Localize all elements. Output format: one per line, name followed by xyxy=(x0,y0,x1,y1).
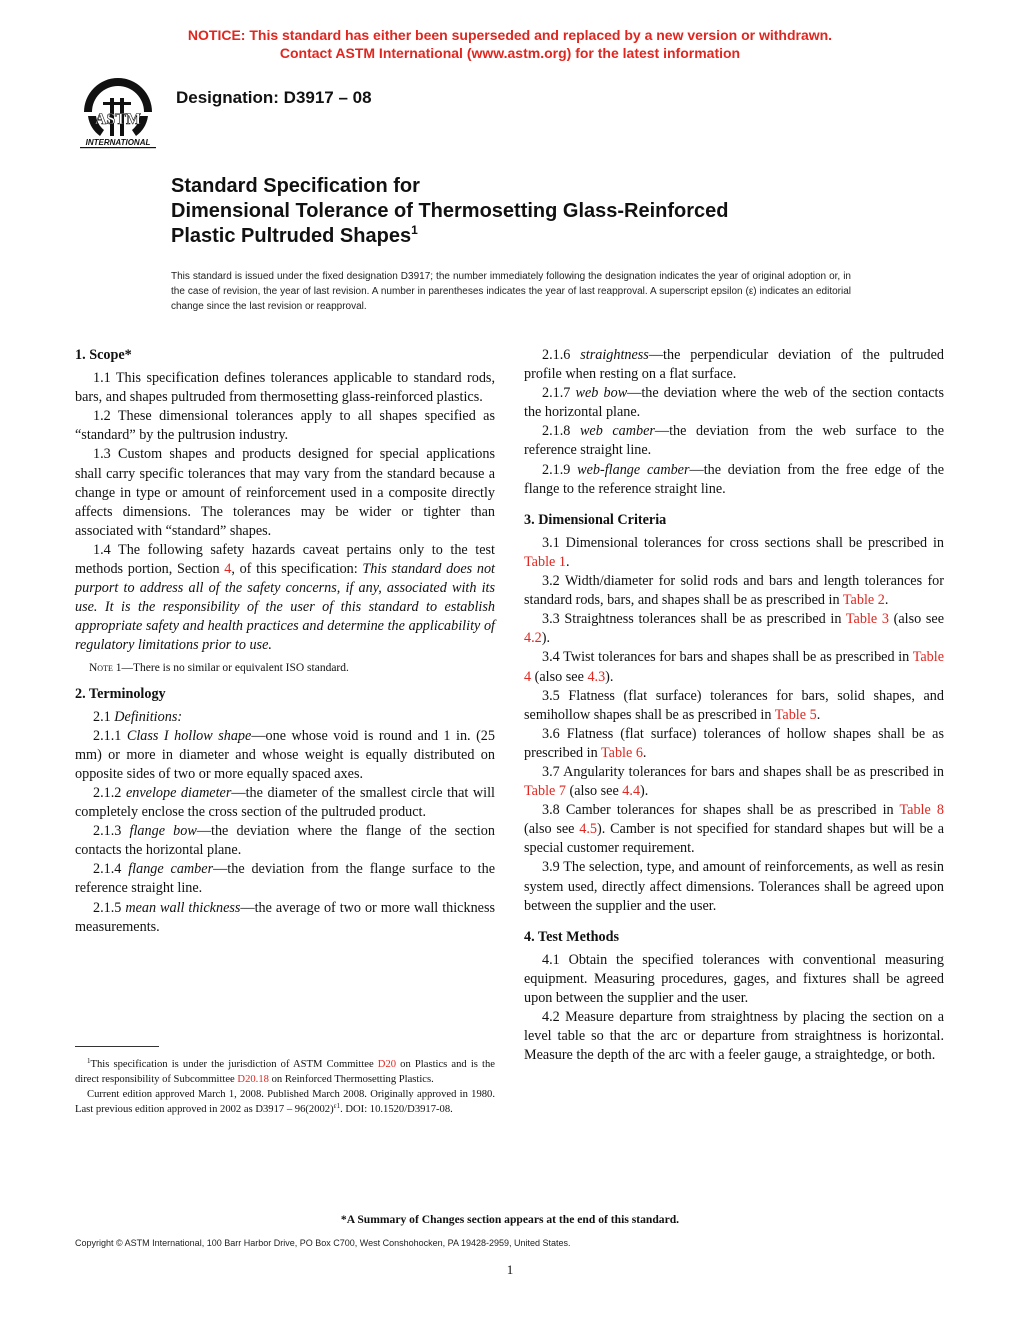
para-3-6: 3.6 Flatness (flat surface) tolerances of hollow shapes shall be as prescribed in Table 6. xyxy=(524,725,944,761)
def-2-1-1: 2.1.1 Class I hollow shape—one whose void is round and 1 in. (25 mm) or more in diameter and whose weight is equally distributed on opposite sides of two or more equally spaced axes. xyxy=(75,727,495,782)
para-3-4: 3.4 Twist tolerances for bars and shapes shall be as prescribed in Table 4 (also see 4.3). xyxy=(524,649,944,685)
criteria-heading: 3. Dimensional Criteria xyxy=(524,511,667,528)
summary-note: *A Summary of Changes section appears at the end of this standard. xyxy=(340,1213,680,1226)
section-4-2-link[interactable]: 4.2 xyxy=(524,630,542,647)
footnote-1: $^1$This specification is under the jurisdiction of ASTM Committee D20 on Plastics and is the direct responsibility of Subcommittee D20.18 on Reinforced Thermosetting Plastics. Current edition approved March 1, 2008. Published March 2008. Originally approved in 1980. Last previous edition approved in 2002 as $D3917 - 96(2002)^{\varepsilon 1}$. DOI: 10.1520/D3917-08. xyxy=(75,1057,495,1115)
para-1-3: 1.3 Custom shapes and products designed for special applications shall carry specific tolerances that may vary from the standard because a change in type or amount of reinforcement used in a composite directly affects dimensions. The tolerances may be wider or tighter than associated with “standard” shapes. xyxy=(75,446,495,539)
logo-text: ASTM xyxy=(94,111,142,128)
footnote-rule xyxy=(75,1046,159,1047)
section-4-link[interactable]: 4 xyxy=(224,561,232,578)
def-2-1-4: 2.1.4 flange camber—the deviation from the flange surface to the reference straight line. xyxy=(75,861,496,897)
para-3-9: 3.9 The selection, type, and amount of reinforcements, as well as resin system used, directly affect dimensions. Tolerances shall be agreed upon between the supplier and the user. xyxy=(524,859,944,914)
notice-line-2: Contact ASTM International (www.astm.org) for the latest information xyxy=(279,45,741,61)
para-4-2: 4.2 Measure departure from straightness by placing the section on a level table so that the arc or departure from straightness is horizontal. Measure the depth of the arc with a feeler gauge, a straightedge, or both. xyxy=(524,1009,944,1064)
para-1-2: 1.2 These dimensional tolerances apply to all shapes specified as “standard” by the pultrusion industry. xyxy=(75,408,495,444)
title-line-1: Standard Specification for xyxy=(171,175,420,197)
astm-logo xyxy=(74,72,164,150)
para-3-2: 3.2 Width/diameter for solid rods and bars and length tolerances for standard rods, bars, and shapes shall be as prescribed in Table 2. xyxy=(524,573,944,609)
section-4-4-link[interactable]: 4.4 xyxy=(622,783,641,800)
def-2-1-7: 2.1.7 web bow—the deviation where the web of the section contacts the horizontal plane. xyxy=(524,385,944,421)
table-4-link[interactable]: Table 4 xyxy=(524,649,944,685)
table-5-link[interactable]: Table 5 xyxy=(774,706,817,723)
para-1-4: 1.4 The following safety hazards caveat pertains only to the test methods portion, Section 4, of this specification: This standard does not purport to address all of the safety concerns, if any, associated with its use. It is the responsibility of the user of this standard to establish appropriate safety and health practices and determine the applicability of regulatory limitations prior to use. xyxy=(75,541,495,654)
section-4-5-link[interactable]: 4.5 xyxy=(579,821,598,838)
para-3-3: 3.3 Straightness tolerances shall be as prescribed in Table 3 (also see 4.2). xyxy=(524,611,944,647)
section-4-3-link[interactable]: 4.3 xyxy=(587,668,606,685)
table-8-link[interactable]: Table 8 xyxy=(899,802,944,819)
issue-note: This standard is issued under the fixed designation D3917; the number immediately following the designation indicates the year of original adoption or, in the case of revision, the year of last revision. A number in parentheses indicates the year of last reapproval. A superscript epsilon (ε) indicates an editorial change since the last revision or reapproval. xyxy=(171,271,851,312)
def-2-1-3: 2.1.3 flange bow—the deviation where the flange of the section contacts the horizontal plane. xyxy=(75,823,495,859)
def-2-1-8: 2.1.8 web camber—the deviation from the web surface to the reference straight line. xyxy=(524,423,945,459)
def-2-1-6: 2.1.6 straightness—the perpendicular deviation of the pultruded profile when resting on a flat surface. xyxy=(524,347,944,383)
withdrawn-notice xyxy=(0,26,1020,62)
document-title xyxy=(171,174,891,249)
subcommittee-d20-18-link[interactable]: D20.18 xyxy=(237,1074,269,1085)
table-1-link[interactable]: Table 1 xyxy=(524,553,566,570)
def-2-1: 2.1 Definitions: xyxy=(93,708,183,725)
designation: Designation: D3917 – 08 xyxy=(176,88,372,107)
table-2-link[interactable]: Table 2 xyxy=(842,592,885,609)
title-footnote-mark: 1 xyxy=(411,223,418,237)
edition-info: Current edition approved March 1, 2008. Published March 2008. Originally approved in 1980. Last previous edition approved in 2002 as $D3917 - 96(2002)^{\varepsilon 1}$. DOI: 10.1520/D3917-08. xyxy=(75,1089,495,1115)
para-1-1: 1.1 This specification defines tolerances applicable to standard rods, bars, and shapes pultruded from thermosetting glass-reinforced plastics. xyxy=(75,370,495,406)
title-line-2: Dimensional Tolerance of Thermosetting Glass-Reinforced xyxy=(171,200,729,222)
committee-d20-link[interactable]: D20 xyxy=(377,1059,397,1070)
para-3-7: 3.7 Angularity tolerances for bars and shapes shall be as prescribed in Table 7 (also see 4.4). xyxy=(524,763,944,800)
table-6-link[interactable]: Table 6 xyxy=(600,744,643,761)
table-7-link[interactable]: Table 7 xyxy=(524,783,566,800)
para-3-1: 3.1 Dimensional tolerances for cross sections shall be prescribed in Table 1. xyxy=(524,534,944,570)
table-3-link[interactable]: Table 3 xyxy=(845,611,889,628)
def-2-1-5: 2.1.5 mean wall thickness—the average of two or more wall thickness measurements. xyxy=(75,899,495,935)
def-2-1-9: 2.1.9 web-flange camber—the deviation from the free edge of the flange to the reference straight line. xyxy=(524,461,945,497)
note-1: Note 1—There is no similar or equivalent ISO standard. xyxy=(89,661,349,674)
methods-heading: 4. Test Methods xyxy=(524,928,619,945)
logo-subtext: INTERNATIONAL xyxy=(85,138,151,147)
copyright: Copyright © ASTM International, 100 Barr Harbor Drive, PO Box C700, West Conshohocken, PA 19428-2959, United States. xyxy=(75,1238,571,1248)
para-3-5: 3.5 Flatness (flat surface) tolerances for bars, solid shapes, and semihollow shapes shall be as prescribed in Table 5. xyxy=(524,687,944,723)
right-column xyxy=(524,346,944,1065)
def-2-1-2: 2.1.2 envelope diameter—the diameter of the smallest circle that will completely enclose the cross section of the pultruded product. xyxy=(75,784,496,821)
para-4-1: 4.1 Obtain the specified tolerances with conventional measuring equipment. Measuring procedures, gages, and fixtures shall be agreed upon between the supplier and the user. xyxy=(524,951,944,1006)
terminology-heading: 2. Terminology xyxy=(75,685,166,702)
scope-heading: 1. Scope* xyxy=(75,347,132,363)
footnote-mark: 1 xyxy=(87,1057,91,1065)
left-column xyxy=(75,346,495,937)
title-line-3: Plastic Pultruded Shapes$^1$ xyxy=(171,223,418,247)
page-number: 1 xyxy=(506,1262,514,1277)
notice-line-1: NOTICE: This standard has either been superseded and replaced by a new version or withdrawn. xyxy=(187,27,833,43)
para-3-8: 3.8 Camber tolerances for shapes shall be as prescribed in Table 8 (also see 4.5). Camber is not specified for standard shapes but will be a special customer requirement. xyxy=(524,802,944,857)
